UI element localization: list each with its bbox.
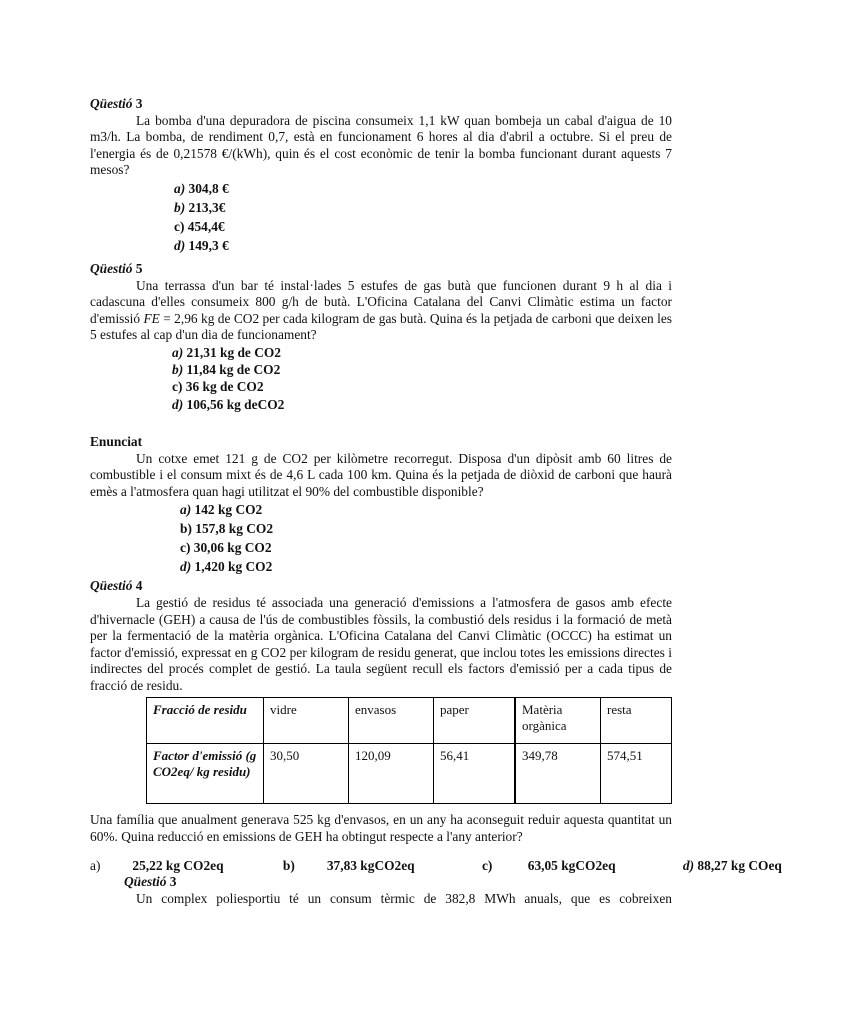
question-3-options [174,179,672,255]
option-a: a) 142 kg CO2 [180,502,263,518]
question-3-heading: Qüestió 3 [90,96,143,111]
option-b: b) 157,8 kg CO2 [180,521,274,537]
question-4-text: La gestió de residus té associada una generació d'emissions a l'atmosfera de gasos amb efecte d'hivernacle (GEH) a causa de l'ús de combustibles fòssils, la combustió dels residus i la formació de metà per la fermentació de la matèria orgànica. L'Oficina Catalana del Canvi Climàtic (OCCC) ha estimat un factor d'emissió, expressat en g CO2 per kilogram de residu generat, que inclou totes les emissions directes i indirectes del procés complet de gestió. La taula següent recull els factors d'emissió per a cada tipus de fracció de residu. [90,594,672,693]
enunciat-text: Un cotxe emet 121 g de CO2 per kilòmetre recorregut. Disposa d'un dipòsit amb 60 litres de combustible i el consum mixt és de 4,6 L cada 100 km. Quina és la petjada de diòxid de carboni que haurà emès a l'atmosfera quan hagi utilitzat el 90% del combustible disponible? [90,450,672,499]
answer-b: b) 37,83 kgCO2eq [282,857,415,873]
question-4-question: Una família que anualment generava 525 kg d'envasos, en un any ha aconseguit reduir aquesta quantitat un 60%. Quina reducció en emissions de GEH ha obtingut respecte a l'any anterior? [90,812,672,845]
question-5-text: Una terrassa d'un bar té instal·lades 5 estufes de gas butà que funcionen durant 9 h al dia i cadascuna d'elles consumeix 800 g/h de butà. L'Oficina Catalana del Canvi Climàtic estima un factor d'emissió FE = 2,96 kg de CO2 per cada kilogram de gas butà. Quina és la petjada de carboni que deixen les 5 estufes al cap d'un dia de funcionament? [90,277,672,343]
option-c: c) 454,4€ [174,218,225,234]
question-4-heading: Qüestió 4 [90,578,143,594]
question-5-options [172,344,672,414]
option-a: a) 21,31 kg de CO2 [172,344,282,360]
question-3b-text: Un complex poliesportiu té un consum tèrmic de 382,8 MWh anuals, que es cobreixen [136,890,672,906]
enunciat-options [180,500,672,576]
answer-d: d) 88,27 kg COeq [682,857,782,873]
emission-factor-table [146,697,672,804]
option-b: b) 213,3€ [174,199,226,215]
question-3-text: La bomba d'una depuradora de piscina consumeix 1,1 kW quan bombeja un cabal d'aigua de 10 m3/h. La bomba, de rendiment 0,7, està en funcionament 6 hores al dia d'abril a octubre. Si el preu de l'energia és de 0,21578 €/(kWh), quin és el cost econòmic de tenir la bomba funcionant durant aquests 7 mesos? [90,112,672,178]
document-page [90,96,782,907]
question-3b-heading: Qüestió 3 [124,874,177,890]
option-d: d) 1,420 kg CO2 [180,559,273,575]
table-row: Factor d'emissió (g CO2eq/ kg residu) 30,50 120,09 56,41 349,78 574,51 [147,744,672,804]
option-b: b) 11,84 kg de CO2 [172,361,281,377]
option-d: d) 149,3 € [174,237,229,253]
enunciat-heading: Enunciat [90,433,143,449]
option-c: c) 36 kg de CO2 [172,378,264,394]
option-a: a) 304,8 € [174,180,229,196]
answer-c: c) 63,05 kgCO2eq [481,857,616,873]
option-d: d) 106,56 kg deCO2 [172,396,285,412]
option-c: c) 30,06 kg CO2 [180,540,272,556]
question-5-heading: Qüestió 5 [90,260,143,276]
question-4-answers [90,857,782,875]
answer-a: a) 25,22 kg CO2eq [90,857,224,873]
table-row: Fracció de residu vidre envasos paper Matèria orgànica resta [147,698,672,744]
